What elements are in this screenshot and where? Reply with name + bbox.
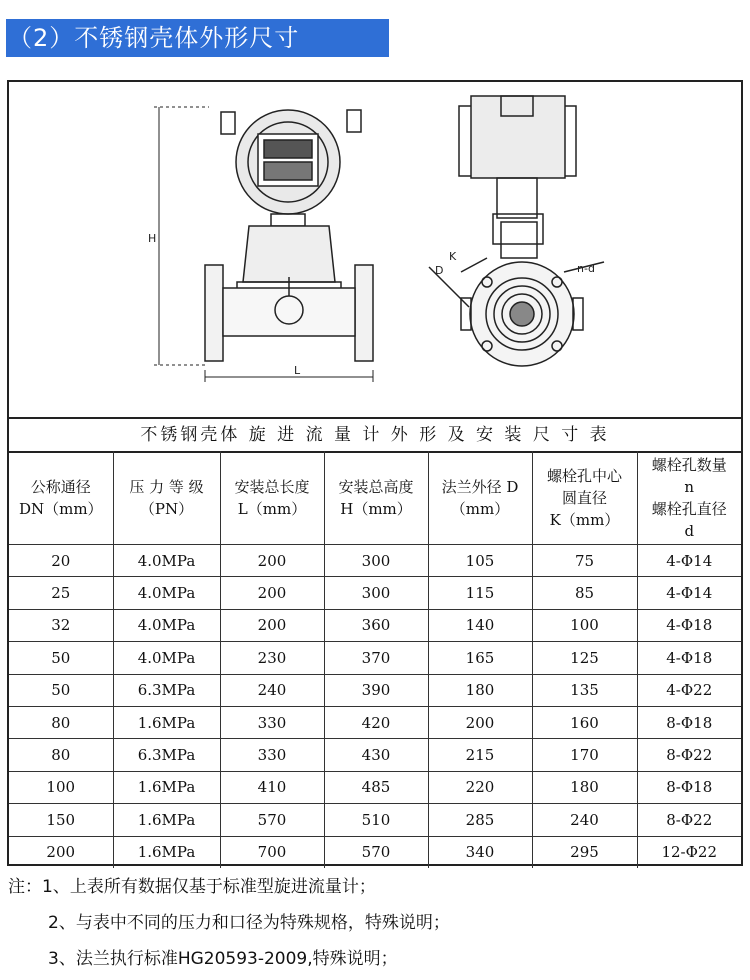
section-title: （2）不锈钢壳体外形尺寸	[6, 19, 389, 57]
table-cell: 295	[532, 836, 637, 868]
flowmeter-outline-svg	[9, 82, 741, 417]
table-cell: 80	[9, 739, 113, 771]
table-cell: 1.6MPa	[113, 836, 220, 868]
table-cell: 140	[428, 609, 532, 641]
table-row	[9, 545, 741, 577]
table-cell: 4-Φ14	[637, 577, 741, 609]
dimension-h-label: H	[148, 232, 157, 245]
table-cell: 100	[9, 771, 113, 803]
table-cell: 330	[220, 706, 324, 738]
table-cell: 8-Φ22	[637, 804, 741, 836]
dimension-l-label: L	[294, 364, 301, 377]
table-cell: 125	[532, 642, 637, 674]
table-cell: 570	[324, 836, 428, 868]
table-cell: 200	[220, 609, 324, 641]
table-cell: 510	[324, 804, 428, 836]
table-row	[9, 836, 741, 868]
table-cell: 8-Φ18	[637, 706, 741, 738]
table-cell: 180	[532, 771, 637, 803]
table-cell: 1.6MPa	[113, 771, 220, 803]
table-cell: 410	[220, 771, 324, 803]
table-cell: 230	[220, 642, 324, 674]
dimension-table	[9, 451, 741, 868]
table-cell: 75	[532, 545, 637, 577]
table-cell: 180	[428, 674, 532, 706]
bolt-nd-label: n-d	[577, 262, 595, 275]
table-cell: 135	[532, 674, 637, 706]
table-cell: 570	[220, 804, 324, 836]
table-row	[9, 609, 741, 641]
header-height: 安装总高度 H（mm）	[324, 451, 428, 545]
table-row	[9, 739, 741, 771]
table-cell: 200	[9, 836, 113, 868]
table-caption: 不锈钢壳体 旋 进 流 量 计 外 形 及 安 装 尺 寸 表	[9, 419, 741, 453]
table-cell: 240	[220, 674, 324, 706]
table-cell: 4.0MPa	[113, 609, 220, 641]
table-cell: 420	[324, 706, 428, 738]
header-bolt-circle: 螺栓孔中心 圆直径 K（mm）	[532, 451, 637, 545]
header-length: 安装总长度 L（mm）	[220, 451, 324, 545]
flange-k-label: K	[449, 250, 457, 263]
table-cell: 80	[9, 706, 113, 738]
meter-body-front	[205, 226, 373, 361]
table-cell: 150	[9, 804, 113, 836]
note-3: 3、法兰执行标准HG20593-2009,特殊说明；	[48, 949, 398, 969]
table-cell: 240	[532, 804, 637, 836]
note-1: 注：1、上表所有数据仅基于标准型旋进流量计；	[8, 877, 376, 897]
table-cell: 6.3MPa	[113, 674, 220, 706]
table-cell: 160	[532, 706, 637, 738]
table-cell: 300	[324, 577, 428, 609]
table-cell: 285	[428, 804, 532, 836]
table-row	[9, 771, 741, 803]
table-cell: 6.3MPa	[113, 739, 220, 771]
table-cell: 220	[428, 771, 532, 803]
table-cell: 200	[428, 706, 532, 738]
flange-d-label: D	[435, 264, 444, 277]
table-cell: 390	[324, 674, 428, 706]
table-cell: 215	[428, 739, 532, 771]
table-cell: 370	[324, 642, 428, 674]
table-cell: 12-Φ22	[637, 836, 741, 868]
table-cell: 430	[324, 739, 428, 771]
dimension-sheet	[7, 80, 743, 866]
table-cell: 100	[532, 609, 637, 641]
table-cell: 4-Φ14	[637, 545, 741, 577]
header-dn: 公称通径 DN（mm）	[9, 451, 113, 545]
table-row	[9, 674, 741, 706]
meter-head-side	[459, 96, 576, 258]
table-cell: 50	[9, 642, 113, 674]
table-row	[9, 706, 741, 738]
table-cell: 300	[324, 545, 428, 577]
table-cell: 360	[324, 609, 428, 641]
table-row	[9, 577, 741, 609]
table-cell: 1.6MPa	[113, 706, 220, 738]
note-2: 2、与表中不同的压力和口径为特殊规格，特殊说明；	[48, 913, 450, 933]
table-cell: 105	[428, 545, 532, 577]
outline-drawing	[9, 82, 741, 419]
table-cell: 4-Φ22	[637, 674, 741, 706]
table-header-row	[9, 451, 741, 545]
table-cell: 50	[9, 674, 113, 706]
table-cell: 485	[324, 771, 428, 803]
header-flange-diameter: 法兰外径 D （mm）	[428, 451, 532, 545]
table-cell: 200	[220, 577, 324, 609]
table-cell: 1.6MPa	[113, 804, 220, 836]
table-cell: 200	[220, 545, 324, 577]
table-cell: 20	[9, 545, 113, 577]
table-cell: 4-Φ18	[637, 642, 741, 674]
table-cell: 330	[220, 739, 324, 771]
meter-head-front	[221, 110, 361, 226]
table-cell: 4.0MPa	[113, 577, 220, 609]
table-cell: 4-Φ18	[637, 609, 741, 641]
table-cell: 170	[532, 739, 637, 771]
table-cell: 4.0MPa	[113, 545, 220, 577]
table-cell: 340	[428, 836, 532, 868]
table-cell: 8-Φ22	[637, 739, 741, 771]
table-row	[9, 804, 741, 836]
table-cell: 8-Φ18	[637, 771, 741, 803]
table-cell: 115	[428, 577, 532, 609]
header-bolt-count-diameter: 螺栓孔数量 n 螺栓孔直径 d	[637, 451, 741, 545]
table-cell: 25	[9, 577, 113, 609]
table-cell: 85	[532, 577, 637, 609]
header-pn: 压 力 等 级 （PN）	[113, 451, 220, 545]
table-cell: 4.0MPa	[113, 642, 220, 674]
table-cell: 165	[428, 642, 532, 674]
table-row	[9, 642, 741, 674]
table-cell: 700	[220, 836, 324, 868]
table-cell: 32	[9, 609, 113, 641]
